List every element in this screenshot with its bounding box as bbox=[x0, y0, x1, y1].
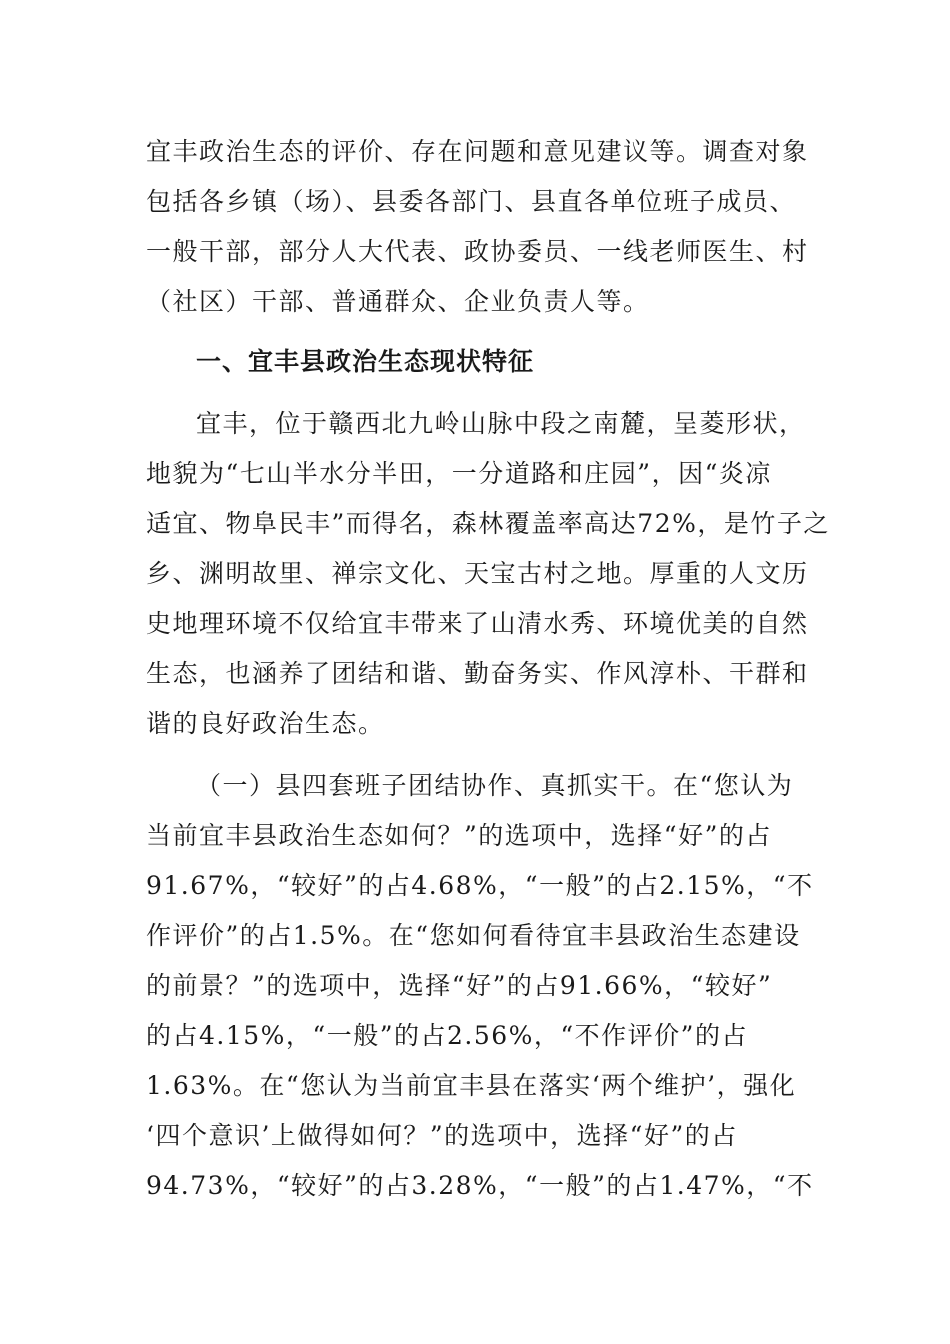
text-line: ‘四个意识’上做得如何？”的选项中，选择“好”的占 bbox=[146, 1121, 738, 1150]
text-line: （社区）干部、普通群众、企业负责人等。 bbox=[146, 287, 650, 316]
text-line: 作评价”的占1.5%。在“您如何看待宜丰县政治生态建设 bbox=[146, 921, 801, 950]
text-line: 乡、渊明故里、禅宗文化、天宝古村之地。厚重的人文历 bbox=[146, 559, 809, 588]
text-line: 当前宜丰县政治生态如何？”的选项中，选择“好”的占 bbox=[146, 821, 772, 850]
text-line: 的占4.15%，“一般”的占2.56%，“不作评价”的占 bbox=[146, 1021, 748, 1050]
text-line: 包括各乡镇（场）、县委各部门、县直各单位班子成员、 bbox=[146, 187, 797, 216]
text-line: 的前景？”的选项中，选择“好”的占91.66%，“较好” bbox=[146, 971, 773, 1000]
text-line: 谐的良好政治生态。 bbox=[146, 709, 385, 738]
text-line: 宜丰政治生态的评价、存在问题和意见建议等。调查对象 bbox=[146, 137, 809, 166]
text-line: 宜丰，位于赣西北九岭山脉中段之南麓，呈菱形状， bbox=[196, 409, 806, 438]
text-line: 史地理环境不仅给宜丰带来了山清水秀、环境优美的自然 bbox=[146, 609, 809, 638]
text-line: 91.67%，“较好”的占4.68%，“一般”的占2.15%，“不 bbox=[146, 871, 814, 900]
text-line: 地貌为“七山半水分半田，一分道路和庄园”，因“炎凉 bbox=[146, 459, 772, 488]
text-line: 适宜、物阜民丰”而得名，森林覆盖率高达72%，是竹子之 bbox=[146, 509, 830, 538]
text-line: 一般干部，部分人大代表、政协委员、一线老师医生、村 bbox=[146, 237, 809, 266]
text-line: 94.73%，“较好”的占3.28%，“一般”的占1.47%，“不 bbox=[146, 1171, 814, 1200]
text-line: （一）县四套班子团结协作、真抓实干。在“您认为 bbox=[196, 771, 794, 800]
text-line: 生态，也涵养了团结和谐、勤奋务实、作风淳朴、干群和 bbox=[146, 659, 809, 688]
text-line: 1.63%。在“您认为当前宜丰县在落实‘两个维护’，强化 bbox=[146, 1071, 797, 1100]
section-heading: 一、宜丰县政治生态现状特征 bbox=[196, 347, 535, 376]
